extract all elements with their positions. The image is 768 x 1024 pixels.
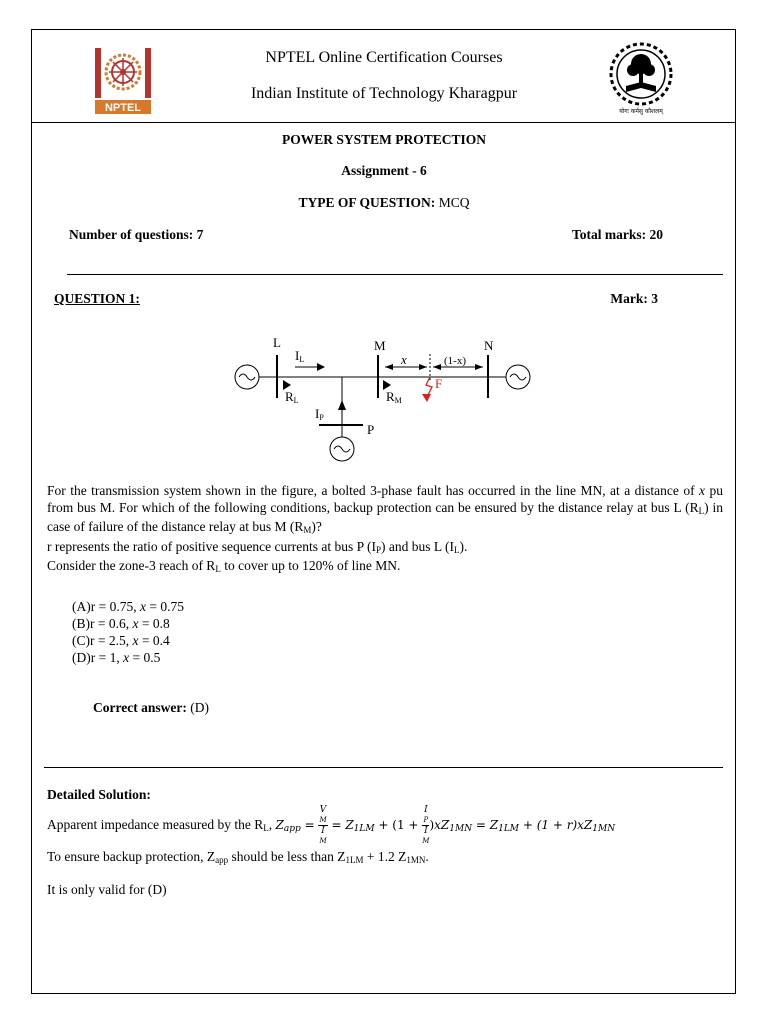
iit-kharagpur-logo-icon (606, 40, 676, 116)
total-marks: Total marks: 20 (571, 227, 663, 242)
current-il-label: IL (295, 348, 305, 364)
relay-rl-label: RL (285, 389, 299, 405)
apparent-impedance-equation: $Z_{app}$ = V M I M = $Z_{1LM} + (1$ + I P I M )$xZ_{1MN} = Z_{1LM} + (1 + r)xZ_{1MN}$ (275, 805, 616, 845)
bus-l-label: L (273, 335, 281, 350)
transmission-system-diagram (225, 330, 535, 470)
bus-p-label: P (367, 422, 375, 437)
course-title: POWER SYSTEM PROTECTION (281, 132, 487, 147)
relay-rm-label: RM (386, 389, 402, 405)
header-title: NPTEL Online Certification Courses (265, 49, 503, 66)
number-of-questions: Number of questions: 7 (69, 227, 204, 242)
question-mark: Mark: 3 (610, 291, 658, 306)
question-type-label: TYPE OF QUESTION: (298, 195, 436, 210)
question-type (0, 195, 768, 211)
question-label: QUESTION 1: (54, 291, 140, 306)
bus-n-label: N (484, 338, 494, 353)
current-ip-label: IP (315, 406, 324, 422)
segment-1-minus-x-label: (1-x) (444, 355, 466, 367)
solution-condition: To ensure backup protection, $Z_{app}$ should be less than $Z_{1LM} + 1.2$ $Z_{1MN}$. (47, 849, 429, 865)
nptel-logo-text: NPTEL (104, 102, 142, 114)
meta-divider (67, 274, 723, 275)
assignment-title: Assignment - 6 (341, 163, 427, 178)
option-d: (D)r = 1, x = 0.5 (72, 650, 161, 665)
header-divider (31, 122, 736, 123)
header-institute: Indian Institute of Technology Kharagpur (250, 85, 518, 102)
question-text: For the transmission system shown in the figure, a bolted 3-phase fault has occurred in the line MN, at a distance of x pu from bus M. For which of the following conditions, backup protection can be ensured by the distance relay at bus L $(R_L)$ in case of failure of the distance relay at bus M $(R_M)$? r represents the ratio of positive sequence currents at bus P $(I_P)$ and bus L $(I_L)$. Consider the zone-3 reach of $R_L$ to cover up to 120% of line MN. (47, 483, 723, 574)
question-type-value: MCQ (438, 195, 470, 210)
solution-divider (44, 767, 723, 768)
bus-m-label: M (374, 338, 386, 353)
solution-label: Detailed Solution: (47, 787, 151, 802)
option-b: (B)r = 0.6, x = 0.8 (72, 616, 170, 631)
option-a: (A)r = 0.75, x = 0.75 (72, 599, 184, 614)
correct-answer: Correct answer: (D) (93, 700, 209, 715)
solution-conclusion: It is only valid for (D) (47, 882, 167, 897)
solution-equation-line: Apparent impedance measured by the $R_L$, $Z_{app}$ = V M I M = $Z_{1LM} + (1$ + I P I M )$xZ_{1MN} = Z_{1LM} + (1 + r)xZ_{1MN}$ (47, 805, 616, 845)
segment-x-label: x (401, 352, 407, 367)
fault-label: F (435, 376, 443, 391)
iit-motto: योगः कर्मसु कौशलम् (619, 108, 663, 115)
option-c: (C)r = 2.5, x = 0.4 (72, 633, 170, 648)
